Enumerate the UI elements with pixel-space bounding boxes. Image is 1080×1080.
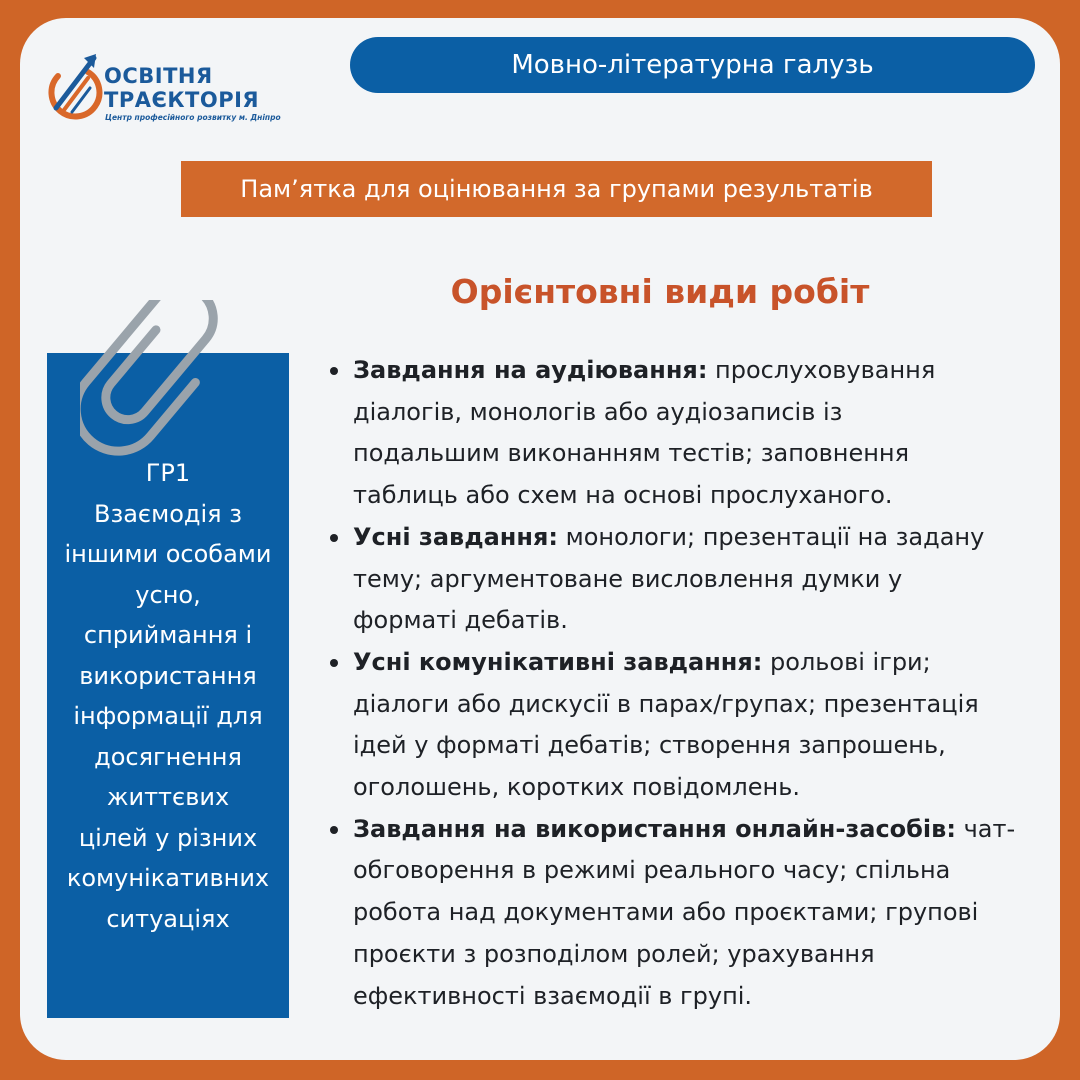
subject-area-badge: Мовно-літературна галузь [350,37,1035,93]
list-item-text: чат- [955,814,1016,843]
list-item-line [353,809,1031,851]
group-text-line: інформації для [73,702,263,730]
memo-banner: Пам’ятка для оцінювання за групами результатів [181,161,932,217]
logo-text-line1: ОСВІТНЯ [104,64,213,88]
list-item-text: монологи; презентації на задану [557,522,985,551]
group-text-line: цілей у різних [78,823,258,852]
works-list [326,350,1031,1017]
list-item-line: форматі дебатів. [353,606,568,635]
group-text-line: ситуаціях [106,904,230,933]
list-item [326,642,1031,809]
list-item-title: Завдання на аудіювання: [353,356,708,384]
list-item-line: ефективності взаємодії в групі. [353,981,753,1010]
list-item-line [353,642,1031,684]
group-text-line: Взаємодія з [94,499,242,528]
group-text-line: сприймання і [83,621,253,649]
list-item-line: діалогів, монологів або аудіозаписів із [353,397,843,426]
list-item-line: подальшим виконанням тестів; заповнення [353,439,910,468]
list-item [326,350,1031,517]
list-item-text: прослуховування [707,356,936,384]
group-text-line: досягнення [94,742,242,771]
list-item-title: Усні завдання: [353,522,558,551]
list-item [326,517,1031,642]
group-text-line: усно, [135,580,201,609]
list-item-line [353,517,1031,559]
list-item-line: тему; аргументоване висловлення думки у [353,564,903,593]
list-item-line: таблиць або схем на основі прослуханого. [353,481,893,510]
logo [44,46,281,126]
list-item-line: обговорення в режимі реального часу; спільна [353,856,951,885]
list-item-line: діалоги або дискусії в парах/групах; презентація [353,689,979,718]
list-item-line: проєкти з розподілом ролей; урахування [353,939,875,968]
list-item-line [353,350,1031,392]
group-text-line: ГР1 [145,459,191,487]
paperclip-icon [80,300,270,470]
list-item-text: рольові ігри; [762,647,931,676]
list-item-line: робота над документами або проєктами; групові [353,898,979,927]
group-text-line: іншими особами [64,540,272,568]
section-title: Орієнтовні види робіт [450,272,870,311]
list-item-line: оголошень, коротких повідомлень. [353,773,800,802]
group-text-line: життєвих [106,783,230,811]
list-item-title: Завдання на використання онлайн-засобів: [353,814,956,843]
list-item-title: Усні комунікативні завдання: [353,647,763,676]
rising-arrows-icon [44,46,104,126]
list-item-line: ідей у форматі дебатів; створення запрошень, [353,731,946,760]
logo-text-line2: ТРАЄКТОРІЯ [104,88,260,112]
logo-subtitle: Центр професійного розвитку м. Дніпро [105,113,281,122]
group-text-line: комунікативних [66,864,270,892]
group-text-line: використання [79,661,257,690]
list-item [326,809,1031,1018]
